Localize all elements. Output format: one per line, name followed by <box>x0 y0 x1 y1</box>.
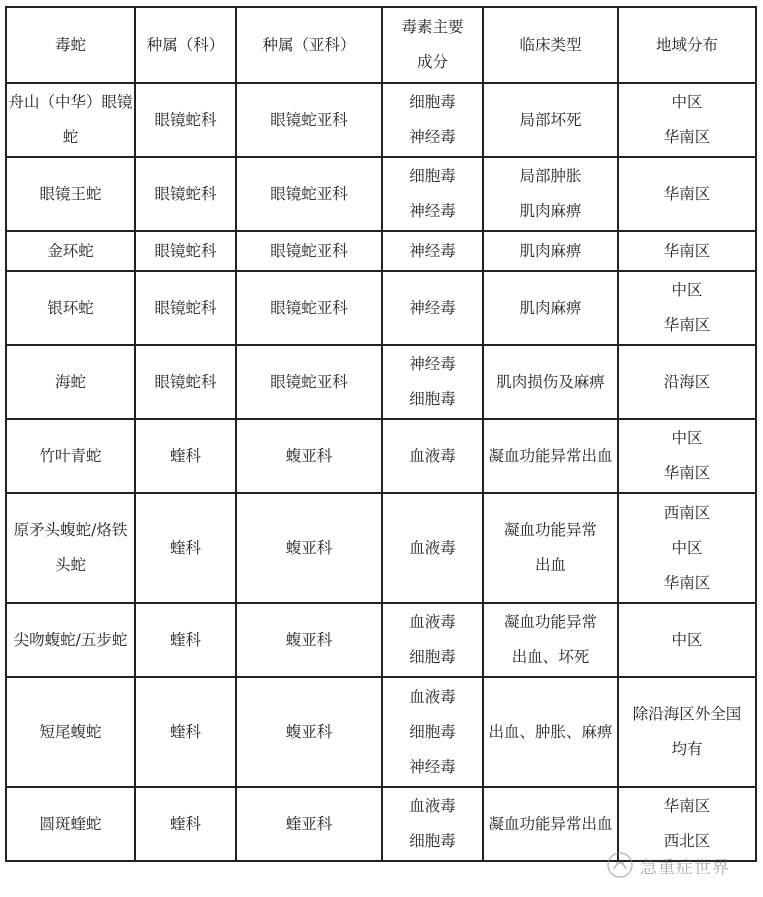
region-cell: 沿海区 <box>618 345 756 419</box>
family-cell: 眼镜蛇科 <box>135 271 236 345</box>
toxin-cell: 神经毒 细胞毒 <box>382 345 483 419</box>
subfamily-cell: 眼镜蛇亚科 <box>236 83 382 157</box>
family-cell: 蝰科 <box>135 677 236 787</box>
snake-name-cell: 海蛇 <box>6 345 135 419</box>
subfamily-cell: 蝮亚科 <box>236 419 382 493</box>
subfamily-cell: 眼镜蛇亚科 <box>236 271 382 345</box>
toxin-cell: 血液毒 细胞毒 <box>382 603 483 677</box>
snake-name-cell: 舟山（中华）眼镜 蛇 <box>6 83 135 157</box>
snake-name-cell: 原矛头蝮蛇/烙铁 头蛇 <box>6 493 135 603</box>
snake-venom-table <box>5 6 757 862</box>
clinical-type-cell: 肌肉麻痹 <box>483 271 618 345</box>
header-cell: 种属（科） <box>135 7 236 83</box>
toxin-cell: 神经毒 <box>382 271 483 345</box>
family-cell: 眼镜蛇科 <box>135 83 236 157</box>
watermark-text: 急重症世界 <box>640 857 730 878</box>
snake-name-cell: 竹叶青蛇 <box>6 419 135 493</box>
clinical-type-cell: 凝血功能异常 出血、坏死 <box>483 603 618 677</box>
table-row <box>6 157 756 231</box>
table-row <box>6 83 756 157</box>
toxin-cell: 血液毒 细胞毒 <box>382 787 483 861</box>
clinical-type-cell: 凝血功能异常出血 <box>483 419 618 493</box>
subfamily-cell: 眼镜蛇亚科 <box>236 157 382 231</box>
clinical-type-cell: 肌肉损伤及麻痹 <box>483 345 618 419</box>
clinical-type-cell: 肌肉麻痹 <box>483 231 618 271</box>
region-cell: 华南区 <box>618 231 756 271</box>
family-cell: 蝰科 <box>135 603 236 677</box>
region-cell: 华南区 西北区 <box>618 787 756 861</box>
region-cell: 除沿海区外全国 均有 <box>618 677 756 787</box>
clinical-type-cell: 局部坏死 <box>483 83 618 157</box>
subfamily-cell: 蝰亚科 <box>236 787 382 861</box>
family-cell: 蝰科 <box>135 787 236 861</box>
region-cell: 华南区 <box>618 157 756 231</box>
family-cell: 眼镜蛇科 <box>135 345 236 419</box>
clinical-type-cell: 局部肿胀 肌肉麻痹 <box>483 157 618 231</box>
header-row <box>6 7 756 83</box>
subfamily-cell: 眼镜蛇亚科 <box>236 345 382 419</box>
table-row <box>6 493 756 603</box>
table-row <box>6 419 756 493</box>
subfamily-cell: 眼镜蛇亚科 <box>236 231 382 271</box>
subfamily-cell: 蝮亚科 <box>236 677 382 787</box>
watermark <box>606 848 756 882</box>
snake-name-cell: 尖吻蝮蛇/五步蛇 <box>6 603 135 677</box>
region-cell: 中区 华南区 <box>618 419 756 493</box>
toxin-cell: 神经毒 <box>382 231 483 271</box>
clinical-type-cell: 出血、肿胀、麻痹 <box>483 677 618 787</box>
subfamily-cell: 蝮亚科 <box>236 603 382 677</box>
clinical-type-cell: 凝血功能异常 出血 <box>483 493 618 603</box>
region-cell: 中区 <box>618 603 756 677</box>
header-cell: 毒素主要 成分 <box>382 7 483 83</box>
toxin-cell: 细胞毒 神经毒 <box>382 157 483 231</box>
family-cell: 蝰科 <box>135 419 236 493</box>
header-cell: 种属（亚科） <box>236 7 382 83</box>
table-row <box>6 231 756 271</box>
table-row <box>6 271 756 345</box>
toxin-cell: 血液毒 <box>382 493 483 603</box>
snake-name-cell: 圆斑蝰蛇 <box>6 787 135 861</box>
logo-icon <box>606 851 634 879</box>
family-cell: 眼镜蛇科 <box>135 231 236 271</box>
snake-name-cell: 金环蛇 <box>6 231 135 271</box>
header-cell: 地域分布 <box>618 7 756 83</box>
family-cell: 蝰科 <box>135 493 236 603</box>
table-row <box>6 345 756 419</box>
region-cell: 中区 华南区 <box>618 83 756 157</box>
region-cell: 中区 华南区 <box>618 271 756 345</box>
snake-name-cell: 短尾蝮蛇 <box>6 677 135 787</box>
toxin-cell: 血液毒 <box>382 419 483 493</box>
header-cell: 毒蛇 <box>6 7 135 83</box>
snake-name-cell: 银环蛇 <box>6 271 135 345</box>
family-cell: 眼镜蛇科 <box>135 157 236 231</box>
toxin-cell: 血液毒 细胞毒 神经毒 <box>382 677 483 787</box>
region-cell: 西南区 中区 华南区 <box>618 493 756 603</box>
subfamily-cell: 蝮亚科 <box>236 493 382 603</box>
toxin-cell: 细胞毒 神经毒 <box>382 83 483 157</box>
clinical-type-cell: 凝血功能异常出血 <box>483 787 618 861</box>
header-cell: 临床类型 <box>483 7 618 83</box>
table-row <box>6 603 756 677</box>
table-row <box>6 677 756 787</box>
snake-name-cell: 眼镜王蛇 <box>6 157 135 231</box>
